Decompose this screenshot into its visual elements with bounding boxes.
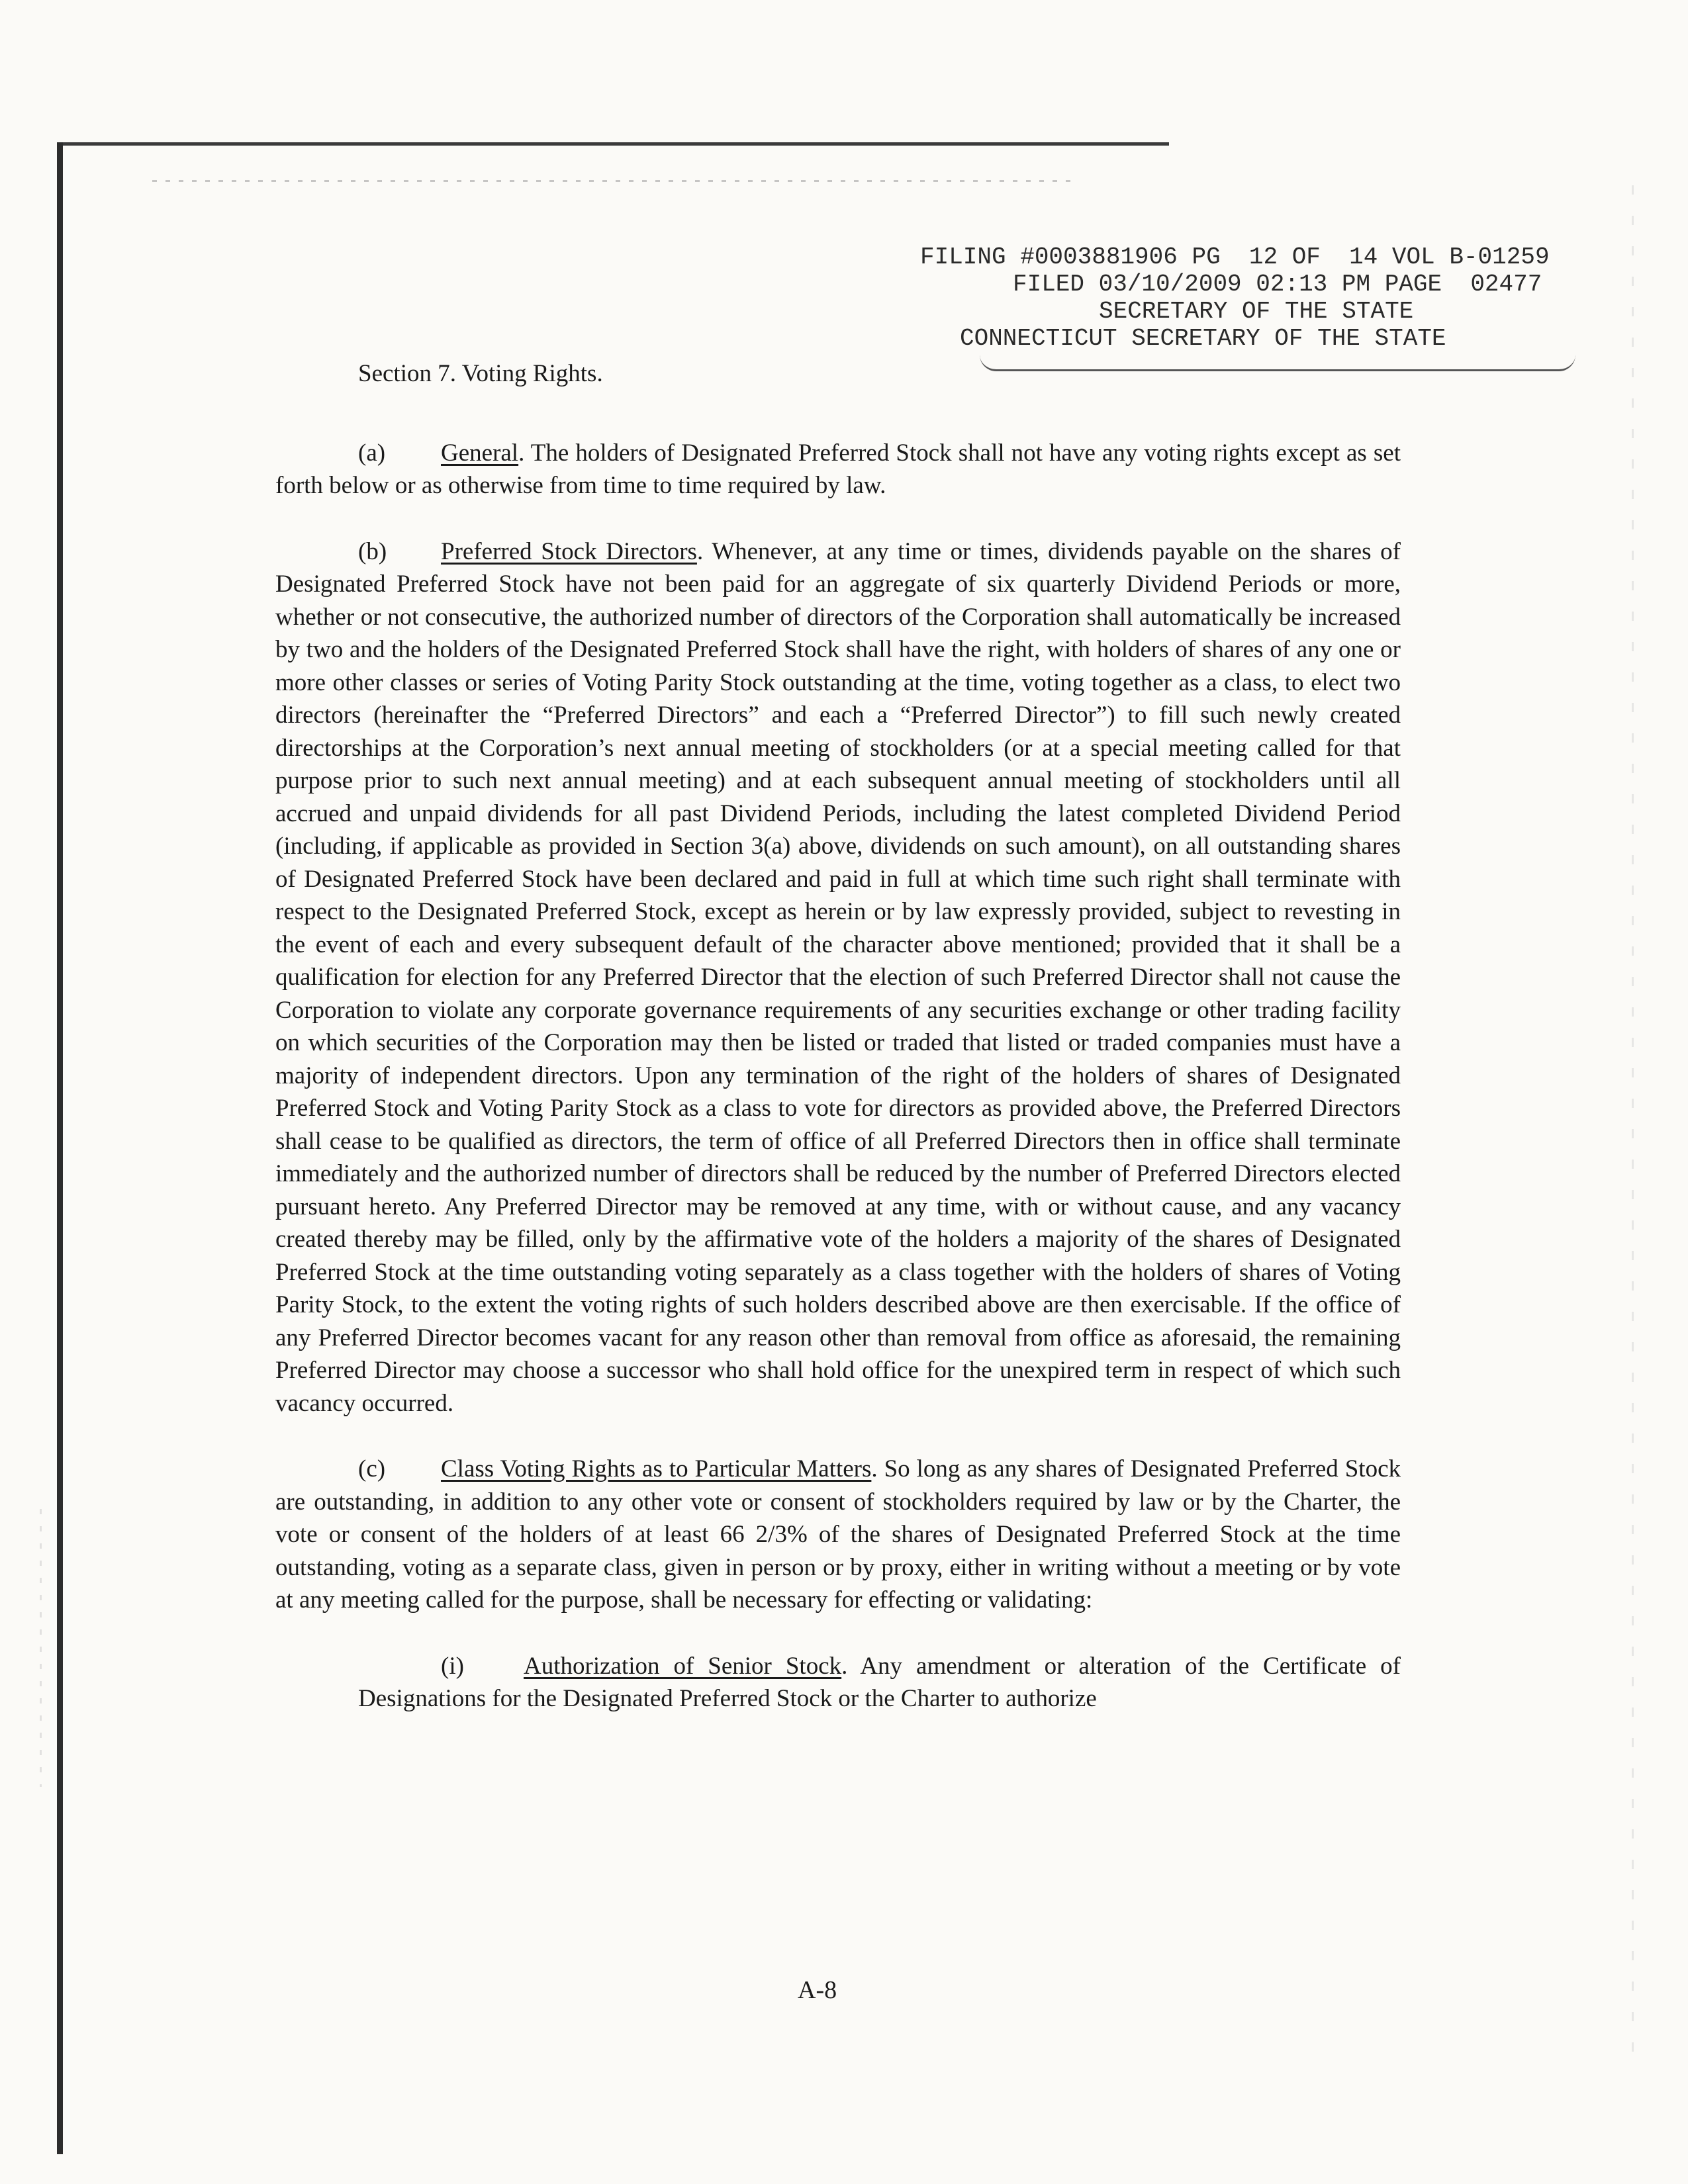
scan-noise-row <box>152 180 1072 182</box>
paragraph-c-i <box>358 1650 1401 1715</box>
paragraph-b <box>275 535 1401 1420</box>
paragraph-a-heading: General <box>441 439 519 467</box>
stamp-office-full: CONNECTICUT SECRETARY OF THE STATE <box>960 325 1446 352</box>
paragraph-a <box>275 437 1401 502</box>
paragraph-b-text: . Whenever, at any time or times, dividends payable on the shares of Designated Preferred Stock have not been paid for an aggregate of six quarterly Dividend Periods or more, whether or not consecutive, the authorized number of directors of the Corporation shall automatically be increased by two and the holders of the Designated Preferred Stock shall have the right, with holders of shares of any one or more other classes or series of Voting Parity Stock outstanding at the time, voting together as a class, to elect two directors (hereinafter the “Preferred Directors” and each a “Preferred Director”) to fill such newly created directorships at the Corporation’s next annual meeting of stockholders (or at a special meeting called for that purpose prior to such next annual meeting) and at each subsequent annual meeting of stockholders until all accrued and unpaid dividends for all past Dividend Periods, including the latest completed Dividend Period (including, if applicable as provided in Section 3(a) above, dividends on such amount), on all outstanding shares of Designated Preferred Stock have been declared and paid in full at which time such right shall terminate with respect to the Designated Preferred Stock, except as herein or by law expressly provided, subject to revesting in the event of each and every subsequent default of the character above mentioned; provided that it shall be a qualification for election for any Preferred Director that the election of such Preferred Director shall not cause the Corporation to violate any corporate governance requirements of any securities exchange or other trading facility on which securities of the Corporation may then be listed or traded that listed or traded companies must have a majority of independent directors. Upon any termination of the right of the holders of shares of Designated Preferred Stock and Voting Parity Stock as a class to vote for directors as provided above, the Preferred Directors shall cease to be qualified as directors, the term of office of all Preferred Directors then in office shall terminate immediately and the authorized number of directors shall be reduced by the number of Preferred Directors elected pursuant hereto. Any Preferred Director may be removed at any time, with or without cause, and any vacancy created thereby may be filled, only by the affirmative vote of the holders a majority of the shares of Designated Preferred Stock at the time outstanding voting separately as a class together with the holders of shares of Voting Parity Stock, to the extent the voting rights of such holders described above are then exercisable. If the office of any Preferred Director becomes vacant for any reason other than removal from office as aforesaid, the remaining Preferred Director may choose a successor who shall hold office for the unexpired term in respect of which such vacancy occurred. <box>275 537 1401 1417</box>
stamp-filed-date: FILED 03/10/2009 02:13 PM PAGE 02477 <box>1013 271 1542 298</box>
paragraph-c-i-text: . Any amendment or alteration of the Certificate of Designations for the Designated Preferred Stock or the Charter to authorize <box>358 1652 1401 1712</box>
scan-border-left <box>57 142 63 2154</box>
scan-specks-left <box>40 1509 42 1787</box>
paragraph-a-marker: (a) <box>358 439 386 467</box>
paragraph-c-heading: Class Voting Rights as to Particular Matters <box>441 1455 872 1482</box>
scan-border-top <box>57 142 1169 146</box>
paragraph-a-text: . The holders of Designated Preferred Stock shall not have any voting rights except as set forth below or as otherwise from time to time required by law. <box>275 439 1401 499</box>
stamp-filing-number: FILING #0003881906 PG 12 OF 14 VOL B-01259 <box>920 244 1550 271</box>
page-number: A-8 <box>798 1976 837 2004</box>
paragraph-b-marker: (b) <box>358 537 387 565</box>
paragraph-b-heading: Preferred Stock Directors <box>441 537 697 565</box>
paragraph-c-i-marker: (i) <box>441 1652 464 1680</box>
filing-stamp <box>920 244 1550 352</box>
paragraph-c-i-heading: Authorization of Senior Stock <box>524 1652 842 1680</box>
section-title: Section 7. Voting Rights. <box>358 360 603 387</box>
stamp-office: SECRETARY OF THE STATE <box>1099 298 1414 325</box>
paragraph-c <box>275 1453 1401 1617</box>
scan-edge-right <box>1632 185 1634 2052</box>
paragraph-c-marker: (c) <box>358 1455 386 1482</box>
document-body <box>275 357 1401 1715</box>
paragraph-c-text: . So long as any shares of Designated Preferred Stock are outstanding, in addition to any other vote or consent of stockholders required by law or by the Charter, the vote or consent of the holders of at least 66 2/3% of the shares of Designated Preferred Stock at the time outstanding, voting as a separate class, given in person or by proxy, either in writing without a meeting or by vote at any meeting called for the purpose, shall be necessary for effecting or validating: <box>275 1455 1401 1614</box>
